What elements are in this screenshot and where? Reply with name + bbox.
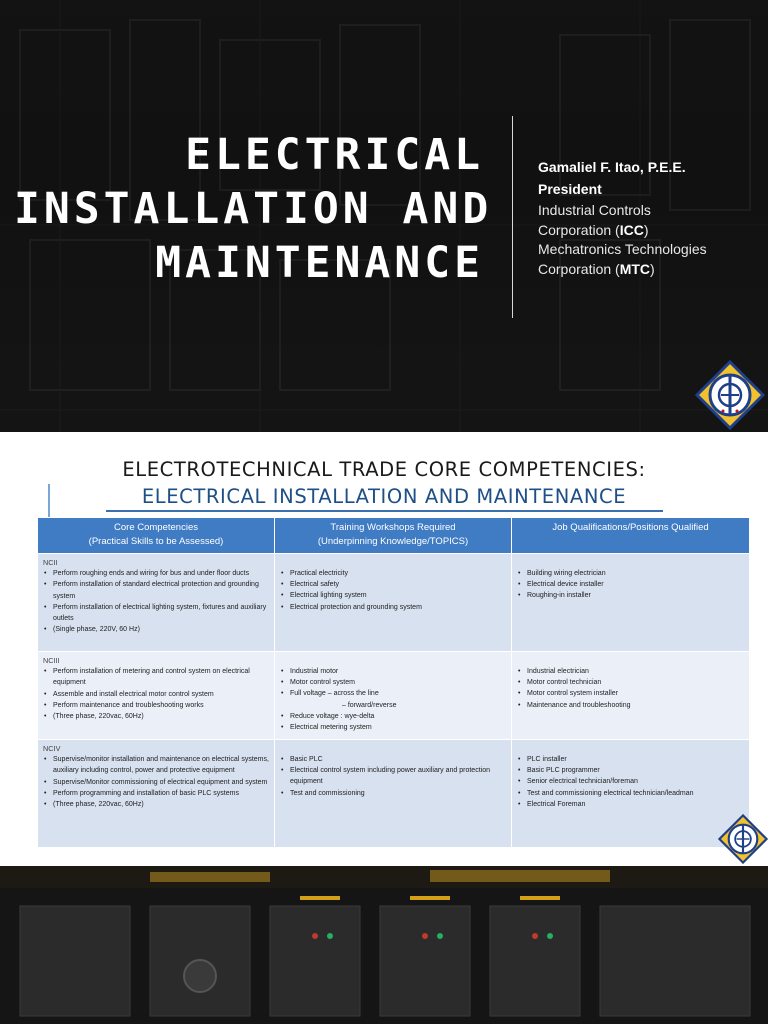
slide-heading: ELECTROTECHNICAL TRADE CORE COMPETENCIES: xyxy=(122,458,646,481)
subheading-underline xyxy=(106,510,663,512)
control-panel-photo xyxy=(0,866,768,1024)
title-divider xyxy=(512,116,513,318)
list-item: • Electrical device installer xyxy=(517,579,744,590)
skills-cell xyxy=(38,740,275,848)
list-item: • (Three phase, 220vac, 60Hz) xyxy=(43,711,269,722)
list-item: • Industrial motor xyxy=(280,666,506,677)
list-item: • Building wiring electrician xyxy=(517,568,744,579)
jobs-cell xyxy=(512,652,750,740)
list-item: • Roughing-in installer xyxy=(517,590,744,601)
list-item: • Maintenance and troubleshooting xyxy=(517,700,744,711)
list-item: • Test and commissioning xyxy=(280,788,506,799)
list-item: • Perform installation of standard electrical protection and grounding system xyxy=(43,579,269,601)
author-name: Gamaliel F. Itao, P.E.E. xyxy=(538,159,686,175)
table-row xyxy=(38,652,750,740)
company-logo-icon xyxy=(718,814,768,864)
org-icc: Industrial Controls Corporation (ICC) xyxy=(538,202,651,238)
list-item: • PLC installer xyxy=(517,754,744,765)
org-mtc: Mechatronics Technologies Corporation (MTC) xyxy=(538,241,707,277)
jobs-cell xyxy=(512,740,750,848)
list-item: • Motor control technician xyxy=(517,677,744,688)
skills-cell xyxy=(38,652,275,740)
list-item: • Full voltage – across the line xyxy=(280,688,506,699)
list-item: • Motor control system xyxy=(280,677,506,688)
table-row xyxy=(38,740,750,848)
list-item: • (Three phase, 220vac, 60Hz) xyxy=(43,799,269,810)
slide-subheading: ELECTRICAL INSTALLATION AND MAINTENANCE xyxy=(141,485,627,508)
list-item: • Electrical control system including power auxiliary and protection equipment xyxy=(280,765,506,787)
jobs-cell xyxy=(512,554,750,652)
competencies-slide xyxy=(0,432,768,866)
list-item: • Basic PLC programmer xyxy=(517,765,744,776)
topics-cell xyxy=(275,652,512,740)
list-item: • Supervise/Monitor commissioning of electrical equipment and system xyxy=(43,777,269,788)
competencies-table xyxy=(37,517,750,848)
list-item: • Perform programming and installation of basic PLC systems xyxy=(43,788,269,799)
list-item: • Basic PLC xyxy=(280,754,506,765)
list-item: • Senior electrical technician/foreman xyxy=(517,776,744,787)
control-panel-photo-slide xyxy=(0,866,768,1024)
list-item: • Electrical protection and grounding system xyxy=(280,602,506,613)
level-label: NCIV xyxy=(43,744,61,753)
title-line-2: INSTALLATION AND xyxy=(14,184,493,234)
presentation-title xyxy=(14,128,493,290)
list-item: • Electrical lighting system xyxy=(280,590,506,601)
list-item: • Motor control system installer xyxy=(517,688,744,699)
list-item: • Reduce voltage : wye-delta xyxy=(280,711,506,722)
level-label: NCIII xyxy=(43,656,60,665)
list-item: • Perform maintenance and troubleshooting works xyxy=(43,700,269,711)
level-label: NCII xyxy=(43,558,58,567)
list-item: • (Single phase, 220V, 60 Hz) xyxy=(43,624,269,635)
topics-cell xyxy=(275,554,512,652)
list-item: • Perform roughing ends and wiring for bus and under floor ducts xyxy=(43,568,269,579)
table-header-row xyxy=(38,518,750,554)
header-core-competencies: Core Competencies (Practical Skills to be Assessed) xyxy=(38,518,275,554)
list-item: • Perform installation of metering and control system on electrical equipment xyxy=(43,666,269,688)
list-item: • Perform installation of electrical lighting system, fixtures and auxiliary outlets xyxy=(43,602,269,624)
list-item: • Industrial electrician xyxy=(517,666,744,677)
list-item: • Electrical Foreman xyxy=(517,799,744,810)
header-job-qualifications: Job Qualifications/Positions Qualified xyxy=(512,518,750,554)
company-logo-icon xyxy=(695,360,765,430)
list-item: • Assemble and install electrical motor control system xyxy=(43,689,269,700)
topics-cell xyxy=(275,740,512,848)
author-role: President xyxy=(538,181,602,197)
title-line-1: ELECTRICAL xyxy=(185,130,484,180)
title-slide xyxy=(0,0,768,432)
title-line-3: MAINTENANCE xyxy=(155,238,484,288)
list-item: • Test and commissioning electrical technician/leadman xyxy=(517,788,744,799)
skills-cell xyxy=(38,554,275,652)
list-item: – forward/reverse xyxy=(342,701,397,709)
list-item: • Electrical metering system xyxy=(280,722,506,733)
header-training-workshops: Training Workshops Required (Underpinning Knowledge/TOPICS) xyxy=(275,518,512,554)
table-row xyxy=(38,554,750,652)
list-item: • Supervise/monitor installation and maintenance on electrical systems, auxiliary including control, power and protective equipment xyxy=(43,754,269,776)
list-item: • Electrical safety xyxy=(280,579,506,590)
list-item: • Practical electricity xyxy=(280,568,506,579)
author-block xyxy=(538,156,763,279)
